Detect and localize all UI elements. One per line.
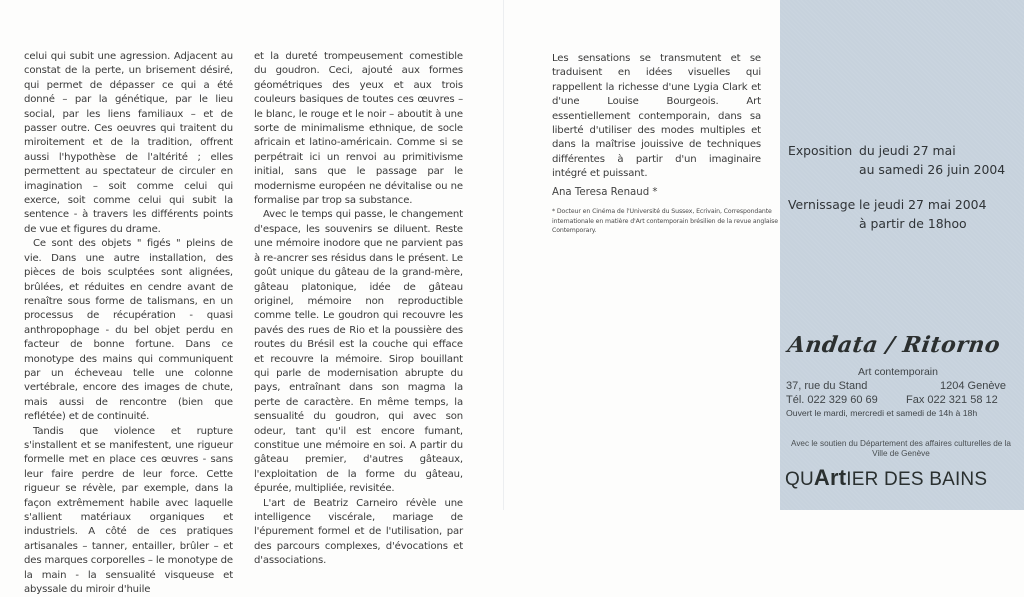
gallery-logo: Andata / Ritorno: [786, 332, 1003, 358]
author-footnote: * Docteur en Cinéma de l'Université du Sussex, Ecrivain, Correspondante internationale en matière d'Art contemporain brésilien de la revue anglaise Contemporary.: [552, 208, 778, 235]
gallery-fax: Fax 022 321 58 12: [906, 394, 998, 406]
exposition-label: Exposition: [788, 143, 853, 158]
vernissage-date: le jeudi 27 mai 2004: [859, 197, 987, 212]
essay-paragraph: L'art de Beatriz Carneiro révèle une intelligence viscérale, mariage de l'épurement formel et de l'utilisation, par des parcours complexes, d'évocations et d'associations.: [254, 497, 463, 567]
vernissage-label: Vernissage: [788, 197, 856, 212]
gallery-subtitle: Art contemporain: [858, 366, 938, 378]
quartier-art: Art: [813, 465, 847, 490]
essay-column-3: [552, 52, 761, 182]
essay-paragraph: Ce sont des objets " figés " pleins de vie. Dans une autre installation, des pièces de bois sculptées sont alignées, brûlées, et réduites en cendre avant de renaître sous forme de talismans, en un processus de récupération - quasi anthropophage - du bel objet perdu en facteur de bonne fortune. Dans ce monotype des mains qui communiquent par un écheveau telle une colonne vertébrale, encore des images de chute, mais aussi de rencontre (bien que reflétée) et de continuité.: [24, 238, 233, 423]
page-fold-line: [503, 0, 504, 510]
gallery-hours: Ouvert le mardi, mercredi et samedi de 14h à 18h: [786, 408, 978, 418]
gallery-city: 1204 Genève: [940, 380, 1007, 392]
gallery-phone: Tél. 022 329 60 69: [786, 394, 878, 406]
essay-column-2: [254, 50, 463, 569]
essay-paragraph: celui qui subit une agression. Adjacent au constat de la perte, un brisement désiré, qui permet de dépasser ce qui a été donné – par la génétique, par le lieu social, par les liens familiaux – et de passer outre. Ces oeuvres qui traitent du miroitement et de la tradition, offrent aussi l'hypothèse de l'altérité ; elles permettent au spectateur de circuler en imagination – soit comme celui qui exerce, soit comme celui qui subit la sentence - à travers les différents points de vue et figures du drame.: [24, 51, 233, 235]
author-signature: Ana Teresa Renaud *: [552, 187, 658, 198]
gallery-address: 37, rue du Stand: [786, 380, 868, 392]
exposition-dates-start: du jeudi 27 mai: [859, 143, 956, 158]
exposition-dates-end: au samedi 26 juin 2004: [859, 162, 1006, 177]
sponsor-note: Avec le soutien du Département des affaires culturelles de la Ville de Genève: [791, 439, 1011, 458]
quartier-prefix: QU: [785, 469, 814, 490]
essay-paragraph: Avec le temps qui passe, le changement d'espace, les souvenirs se diluent. Reste une mémoire inodore que ne parvient pas à re-ancrer ses résidus dans le présent. Le goût unique du gâteau de la grand-mère, gâteau platonique, idée de gâteau originel, mémoire non reproductible comme telle. Le goudron qui recouvre les pavés des rues de Rio et la poussière des routes du Brésil est la couche qui efface et recouvre la mémoire. Sirop bouillant qui parle de modernisation abrupte du pays, entraînant dans son magma la perte de caractère. En même temps, la sensualité du goudron, qui avec son odeur, tant qu'il est encore fumant, constitue une mémoire en soi. A partir du gâteau premier, d'autres gâteaux, l'exploitation de la forme du gâteau, épurée, multipliée, revisitée.: [254, 209, 463, 495]
quartier-suffix: IER DES BAINS: [846, 469, 988, 490]
essay-paragraph: et la dureté trompeusement comestible du goudron. Ceci, ajouté aux formes géométriques des yeux et aux trois couleurs basiques de toutes ces œuvres – le blanc, le rouge et le noir – aboutit à une sorte de minimalisme ethnique, de socle africain et latino-américain. Comme si se perpétrait ici un renvoi au primitivisme initial, sans que le passage par le modernisme européen ne dévitalise ou ne formalise par trop sa substance.: [254, 51, 463, 207]
essay-column-1: [24, 50, 233, 597]
quartier-des-bains-logo: [785, 465, 987, 491]
essay-paragraph: Tandis que violence et rupture s'installent et se manifestent, une rigueur formelle met en place ces œuvres - sans leur faire perdre de leur force. Cette rigueur se révèle, par exemple, dans la façon extrêmement habile avec laquelle s'allient matériaux organiques et industriels. A côté de ces pratiques artisanales – tanner, entailler, brûler – et des marques corporelles – le monotype de la main - la sensualité visqueuse et abyssale du miroir d'huile: [24, 425, 233, 596]
essay-paragraph: Les sensations se transmutent et se traduisent en idées visuelles qui rappellent la richesse d'une Lygia Clark et d'une Louise Bourgeois. Art essentiellement contemporain, dans sa liberté d'utiliser des modes multiples et dans la maîtrise jouissive de techniques différentes à partir d'un imaginaire intégré et puissant.: [552, 53, 761, 180]
info-panel: [780, 0, 1024, 510]
vernissage-time: à partir de 18hoo: [859, 216, 967, 231]
